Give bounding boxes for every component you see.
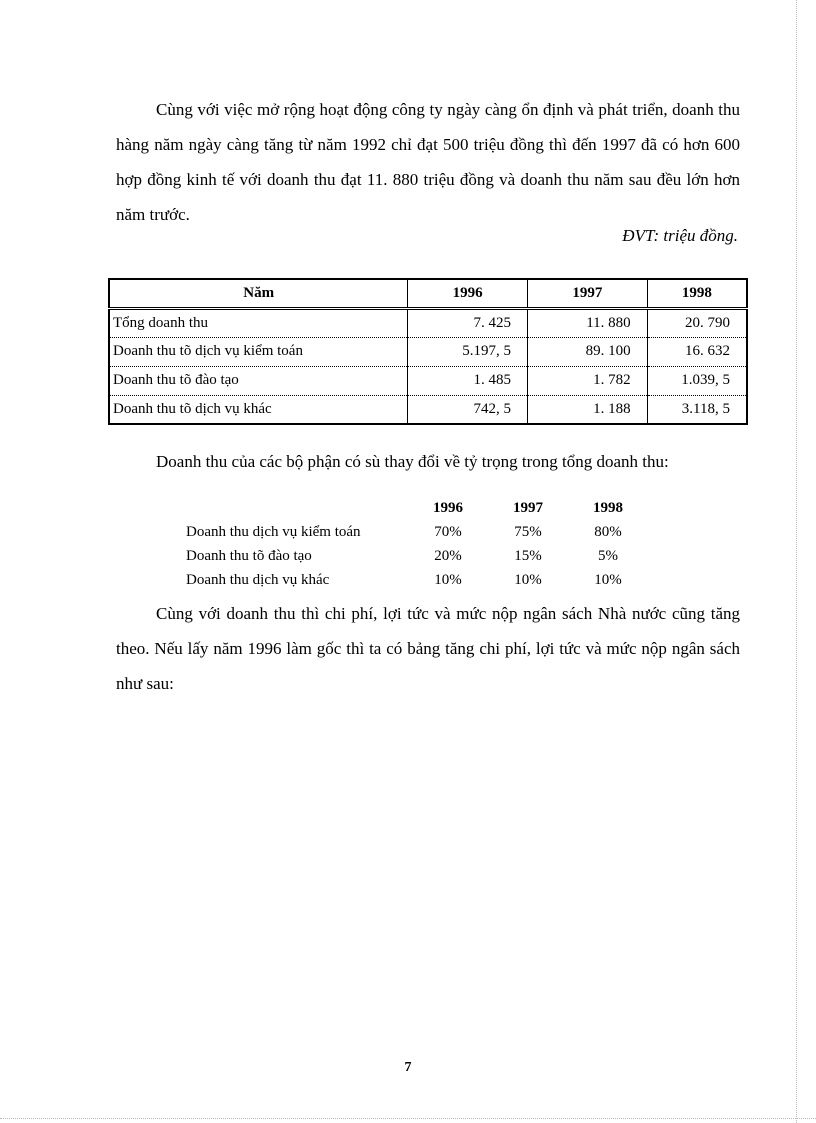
- table-cell: 20. 790: [647, 308, 747, 337]
- table-cell: 3.118, 5: [647, 395, 747, 424]
- table-row: [109, 395, 747, 424]
- share-cell: 10%: [434, 571, 462, 588]
- page-edge-right: [796, 0, 797, 1123]
- share-cell: 5%: [598, 547, 618, 564]
- share-header-cell: 1998: [593, 499, 623, 516]
- row-label: Doanh thu tõ dịch vụ kiểm toán: [109, 337, 408, 366]
- table-row: [109, 308, 747, 337]
- share-cell: 15%: [514, 547, 542, 564]
- table-cell: 742, 5: [408, 395, 528, 424]
- share-cell: 10%: [514, 571, 542, 588]
- share-row-label: Doanh thu dịch vụ khác: [186, 571, 330, 588]
- table-cell: 1. 188: [528, 395, 648, 424]
- share-header-row: [186, 496, 648, 520]
- table-cell: 16. 632: [647, 337, 747, 366]
- share-cell: 80%: [594, 523, 622, 540]
- row-label: Doanh thu tõ đào tạo: [109, 366, 408, 395]
- share-header-cell: 1997: [513, 499, 543, 516]
- table-row: [109, 366, 747, 395]
- share-intro: Doanh thu của các bộ phận có sù thay đổi về tỷ trọng trong tổng doanh thu:: [156, 452, 669, 471]
- closing-paragraph: Cùng với doanh thu thì chi phí, lợi tức và mức nộp ngân sách Nhà nước cũng tăng theo. Nếu lấy năm 1996 làm gốc thì ta có bảng tăng chi phí, lợi tức và mức nộp ngân sách như sau:: [116, 604, 740, 693]
- row-label: Doanh thu tõ dịch vụ khác: [109, 395, 408, 424]
- share-table: [186, 496, 648, 592]
- table-header-cell: 1998: [647, 279, 747, 308]
- row-label: Tổng doanh thu: [109, 308, 408, 337]
- table-cell: 7. 425: [408, 308, 528, 337]
- share-cell: 70%: [434, 523, 462, 540]
- share-row: [186, 544, 648, 568]
- share-row: [186, 520, 648, 544]
- share-cell: 10%: [594, 571, 622, 588]
- share-cell: 75%: [514, 523, 542, 540]
- unit-note: ĐVT: triệu đồng.: [622, 226, 738, 245]
- share-row-label: Doanh thu dịch vụ kiểm toán: [186, 523, 361, 540]
- table-cell: 1.039, 5: [647, 366, 747, 395]
- page-edge-bottom: [0, 1118, 816, 1119]
- table-cell: 5.197, 5: [408, 337, 528, 366]
- revenue-table: [108, 278, 748, 425]
- share-row: [186, 568, 648, 592]
- intro-paragraph: Cùng với việc mở rộng hoạt động công ty ngày càng ổn định và phát triển, doanh thu hàng năm ngày càng tăng từ năm 1992 chỉ đạt 500 triệu đồng thì đến 1997 đã có hơn 600 hợp đồng kinh tế với doanh thu đạt 11. 880 triệu đồng và doanh thu năm sau đều lớn hơn năm trước.: [116, 100, 740, 224]
- share-cell: 20%: [434, 547, 462, 564]
- table-row: [109, 337, 747, 366]
- page-number: 7: [404, 1060, 412, 1075]
- table-header-cell: 1996: [408, 279, 528, 308]
- share-row-label: Doanh thu tõ đào tạo: [186, 547, 312, 564]
- table-header-row: [109, 279, 747, 308]
- table-header-cell: 1997: [528, 279, 648, 308]
- table-cell: 11. 880: [528, 308, 648, 337]
- table-header-cell: Năm: [109, 279, 408, 308]
- table-cell: 1. 485: [408, 366, 528, 395]
- share-header-cell: 1996: [433, 499, 463, 516]
- table-cell: 1. 782: [528, 366, 648, 395]
- table-cell: 89. 100: [528, 337, 648, 366]
